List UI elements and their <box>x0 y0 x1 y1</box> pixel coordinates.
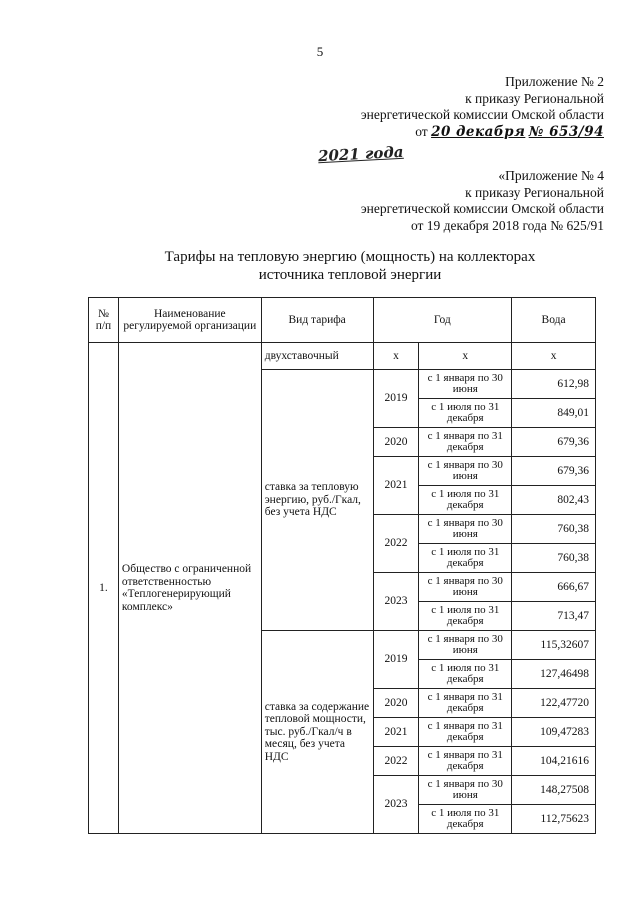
value-cell: 612,98 <box>512 370 596 399</box>
two-part-label: двухставочный <box>261 343 373 370</box>
energy-rate-label: ставка за тепловую энергию, руб./Гкал, без учета НДС <box>261 370 373 631</box>
period-cell: с 1 января по 31 декабря <box>419 718 512 747</box>
organization-name: Общество с ограниченной ответственностью «Теплогенерирующий комплекс» <box>118 343 261 834</box>
two-part-x2: х <box>419 343 512 370</box>
year-cell: 2021 <box>373 457 419 515</box>
year-cell: 2022 <box>373 747 419 776</box>
title-line2: источника тепловой энергии <box>258 267 442 283</box>
value-cell: 760,38 <box>512 515 596 544</box>
value-cell: 679,36 <box>512 428 596 457</box>
period-cell: с 1 января по 31 декабря <box>419 428 512 457</box>
year-cell: 2023 <box>373 573 419 631</box>
year-cell: 2019 <box>373 631 419 689</box>
page-number: 5 <box>316 44 324 59</box>
row-number: 1. <box>89 343 119 834</box>
period-cell: с 1 января по 30 июня <box>419 631 512 660</box>
appendix-4-line2: к приказу Региональной <box>465 184 604 200</box>
document-title <box>0 248 640 284</box>
value-cell: 849,01 <box>512 399 596 428</box>
appendix-2-date-line <box>361 124 604 141</box>
value-cell: 127,46498 <box>512 660 596 689</box>
period-cell: с 1 января по 31 декабря <box>419 689 512 718</box>
value-cell: 112,75623 <box>512 805 596 834</box>
handwritten-number: № 653/94 <box>528 123 604 140</box>
year-cell: 2020 <box>373 428 419 457</box>
value-cell: 148,27508 <box>512 776 596 805</box>
header-water: Вода <box>512 298 596 343</box>
period-cell: с 1 января по 30 июня <box>419 573 512 602</box>
two-part-x3: х <box>512 343 596 370</box>
appendix-2-line1: Приложение № 2 <box>505 74 604 89</box>
handwritten-year: 2021 года <box>317 142 404 166</box>
period-cell: с 1 января по 30 июня <box>419 515 512 544</box>
tariff-table <box>88 297 596 834</box>
period-cell: с 1 января по 30 июня <box>419 457 512 486</box>
period-cell: с 1 июля по 31 декабря <box>419 399 512 428</box>
period-cell: с 1 июля по 31 декабря <box>419 602 512 631</box>
appendix-2-header <box>361 74 604 140</box>
value-cell: 104,21616 <box>512 747 596 776</box>
period-cell: с 1 января по 30 июня <box>419 370 512 399</box>
appendix-2-line2: к приказу Региональной <box>465 90 604 106</box>
value-cell: 109,47283 <box>512 718 596 747</box>
year-cell: 2022 <box>373 515 419 573</box>
value-cell: 679,36 <box>512 457 596 486</box>
appendix-4-header <box>361 168 604 234</box>
value-cell: 122,47720 <box>512 689 596 718</box>
appendix-4-line4: от 19 декабря 2018 года № 625/91 <box>410 217 604 233</box>
two-part-x1: х <box>373 343 419 370</box>
period-cell: с 1 июля по 31 декабря <box>419 660 512 689</box>
period-cell: с 1 июля по 31 декабря <box>419 805 512 834</box>
year-cell: 2019 <box>373 370 419 428</box>
table-row <box>89 343 596 370</box>
appendix-4-line1: «Приложение № 4 <box>498 168 604 183</box>
value-cell: 666,67 <box>512 573 596 602</box>
header-year: Год <box>373 298 512 343</box>
appendix-2-line3: энергетической комиссии Омской области <box>360 107 604 122</box>
period-cell: с 1 января по 30 июня <box>419 776 512 805</box>
value-cell: 802,43 <box>512 486 596 515</box>
header-organization: Наименование регулируемой организации <box>118 298 261 343</box>
capacity-rate-label: ставка за содержание тепловой мощности, тыс. руб./Гкал/ч в месяц, без учета НДС <box>261 631 373 834</box>
period-cell: с 1 июля по 31 декабря <box>419 486 512 515</box>
year-cell: 2021 <box>373 718 419 747</box>
title-line1: Тарифы на тепловую энергию (мощность) на коллекторах <box>164 249 536 265</box>
value-cell: 713,47 <box>512 602 596 631</box>
year-cell: 2020 <box>373 689 419 718</box>
value-cell: 115,32607 <box>512 631 596 660</box>
value-cell: 760,38 <box>512 544 596 573</box>
header-tariff-type: Вид тарифа <box>261 298 373 343</box>
appendix-4-line3: энергетической комиссии Омской области <box>360 201 604 216</box>
header-num: № п/п <box>89 298 119 343</box>
table-header-row <box>89 298 596 343</box>
handwritten-date: 20 декабря <box>431 123 526 140</box>
from-prefix: от <box>415 123 428 139</box>
period-cell: с 1 января по 31 декабря <box>419 747 512 776</box>
year-cell: 2023 <box>373 776 419 834</box>
period-cell: с 1 июля по 31 декабря <box>419 544 512 573</box>
